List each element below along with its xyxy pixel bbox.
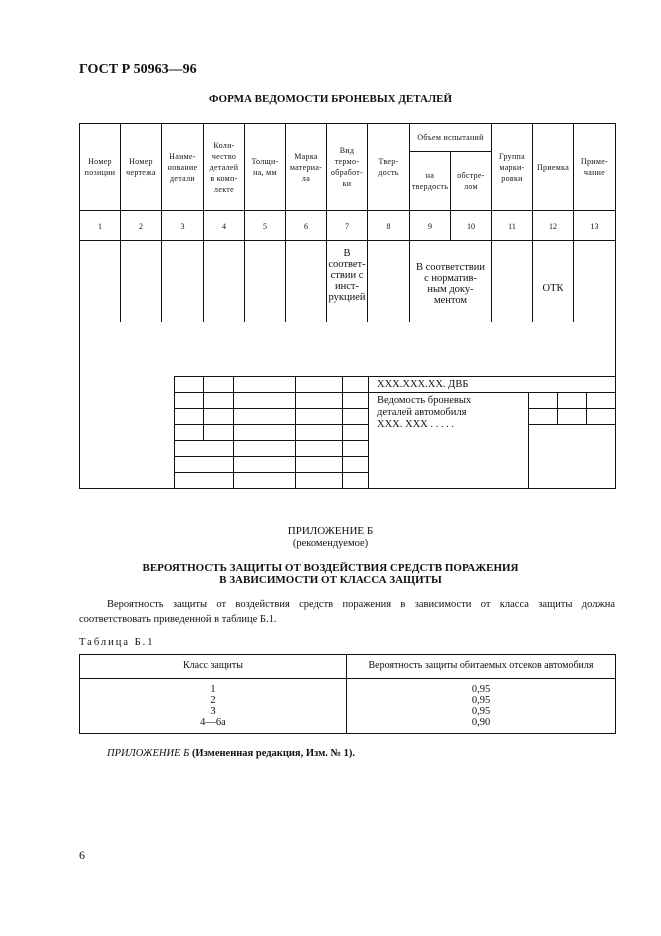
col-header-position: Номер позиции <box>84 157 116 177</box>
col-number: 9 <box>428 222 432 231</box>
col-number: 3 <box>180 222 185 231</box>
acceptance-value: ОТК <box>542 283 564 294</box>
table-label: Таблица Б.1 <box>79 637 155 648</box>
amendment-note-text: (Измененная редакция, Изм. № 1). <box>191 748 356 759</box>
stamp-document-name: Ведомость броневых деталей автомобиля ХХХ. ХХХ . . . . . <box>377 395 472 430</box>
page-number: 6 <box>79 848 85 862</box>
col-number: 5 <box>263 222 267 231</box>
table-cell: 3 <box>210 706 216 717</box>
col-number: 1 <box>98 222 102 231</box>
amendment-note-appendix: ПРИЛОЖЕНИЕ Б <box>107 748 190 759</box>
col-number: 8 <box>386 222 391 231</box>
col-number: 12 <box>549 222 557 231</box>
col-number: 6 <box>304 222 308 231</box>
col-header-test-shelling: обстре- лом <box>457 171 485 191</box>
col-number: 2 <box>139 222 143 231</box>
table-cell: 0,95 <box>471 695 491 706</box>
col-number: 4 <box>222 222 226 231</box>
form-title: ФОРМА ВЕДОМОСТИ БРОНЕВЫХ ДЕТАЛЕЙ <box>208 93 453 105</box>
col-number: 13 <box>590 222 599 231</box>
table-col-class <box>80 684 346 728</box>
col-header-note: Приме- чание <box>580 157 609 177</box>
col-header-part-name: Наиме- нование детали <box>167 151 198 183</box>
col-header-material: Марка материа- ла <box>289 151 323 183</box>
col-header-drawing: Номер чертежа <box>126 157 156 177</box>
table-cell: 0,95 <box>471 706 491 717</box>
table-cell: 4—6а <box>200 717 226 728</box>
table-header-probability: Вероятность защиты обитаемых отсеков автомобиля <box>368 660 594 671</box>
col-header-hardness: Твер- дость <box>378 157 399 177</box>
col-header-quantity: Коли- чество деталей в комп- лекте <box>209 140 239 194</box>
table-cell: 2 <box>210 695 216 706</box>
appendix-heading: ВЕРОЯТНОСТЬ ЗАЩИТЫ ОТ ВОЗДЕЙСТВИЯ СРЕДСТВ ПОРАЖЕНИЯ В ЗАВИСИМОСТИ ОТ КЛАССА ЗАЩИТЫ <box>142 562 519 586</box>
stamp-document-code: ХХХ.ХХХ.ХХ. ДВБ <box>377 379 469 390</box>
table-header-class: Класс защиты <box>182 660 243 671</box>
heat-treatment-value: В соответ- ствии с инст- рукцией <box>328 248 366 303</box>
document-code: ГОСТ Р 50963—96 <box>79 62 197 77</box>
table-col-probability <box>347 684 615 728</box>
col-number: 7 <box>345 222 349 231</box>
table-cell: 0,95 <box>471 684 491 695</box>
table-cell: 1 <box>210 684 216 695</box>
col-header-heat-treatment: Вид термо- обработ- ки <box>330 146 364 188</box>
appendix-subtitle: (рекомендуемое) <box>292 538 369 549</box>
col-header-test-hardness: на твердость <box>411 171 449 191</box>
appendix-title: ПРИЛОЖЕНИЕ Б <box>287 525 374 537</box>
col-header-acceptance: Приемка <box>536 162 570 172</box>
col-number: 11 <box>508 222 516 231</box>
amendment-note <box>107 748 355 759</box>
col-header-thickness: Толщи- на, мм <box>251 157 279 177</box>
col-header-marking-group: Группа марки- ровки <box>499 151 525 183</box>
col-group-header-tests: Объем испытаний <box>417 133 484 142</box>
table-cell: 0,90 <box>471 717 491 728</box>
tests-value: В соответствии с норматив- ным доку- ментом <box>416 262 485 306</box>
col-number: 10 <box>467 222 475 231</box>
appendix-paragraph: Вероятность защиты от воздействия средств поражения в зависимости от класса защиты должна соответствовать приведенной в таблице Б.1. <box>79 599 615 625</box>
